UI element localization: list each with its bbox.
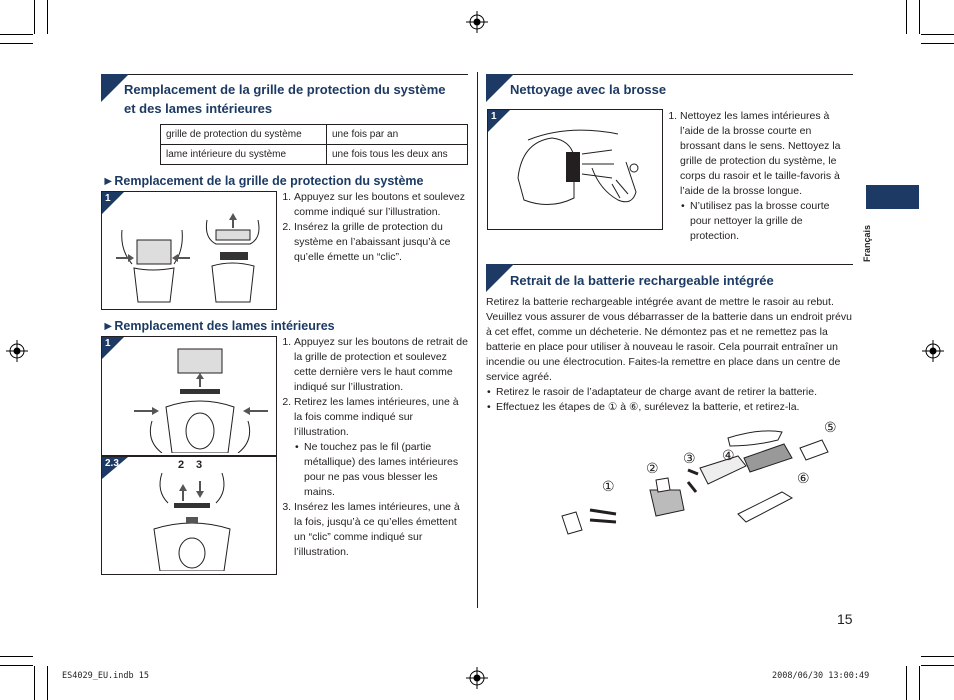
table-cell: une fois par an [327,125,468,145]
battery-bullet-list [486,385,864,415]
crop-mark [0,43,33,44]
list-item [294,395,468,500]
replacement-frequency-table [160,124,468,165]
section-rule [101,74,468,75]
illustration-brush-cleaning [487,109,663,230]
callout-5: ⑤ [824,419,837,435]
language-label: Français [862,224,872,262]
subsection-title-blades: ►Remplacement des lames intérieures [102,319,335,333]
table-row [161,125,468,145]
footer-timestamp: 2008/06/30 13:00:49 [772,671,870,681]
crop-mark [0,34,33,35]
crop-mark [919,666,920,700]
footer-file-info: ES4029_EU.indb 15 [62,671,149,681]
callout-4: ④ [722,447,735,463]
callout-3: ③ [683,450,696,466]
note-list [680,199,853,244]
crop-mark [921,43,954,44]
callout-2: ② [646,460,659,476]
brush-steps-list [666,109,853,244]
list-item: 1. Appuyez sur les boutons de retrait de la grille de protection et soulevez cette dernière vers le haut comme indiqué sur l’illustration. [294,335,468,395]
note-item: • N’utilisez pas la brosse courte pour nettoyer la grille de protection. [690,199,853,244]
table-row [161,145,468,165]
brush-hand-illustration [508,120,658,225]
list-item-text: Retirez les lames intérieures, une à la fois comme indiqué sur l’illustration. [294,396,459,438]
battery-paragraph: Retirez la batterie rechargeable intégrée avant de mettre le rasoir au rebut. Veuillez vous assurer de vous débarrasser de la batterie dans un endroit prévu à cet effet, comme un décheterie. Ne démontez pas et ne remettez pas la batterie en place pour utiliser à nouveau le rasoir. Cela pourrait entraîner un incendie ou une électrocution. Faites-la remettre en place dans un centre de service agréé. [486,296,852,383]
crop-mark [906,666,907,700]
step-tag-number: 1 [105,193,111,204]
crop-mark [919,0,920,34]
shaver-blades-illustration [132,341,272,453]
figure-label: 3 [196,459,203,471]
list-item [680,109,853,244]
illustration-blade-removal-1 [101,336,277,456]
grid-steps-list [280,190,482,265]
shaver-grid-illustration [112,210,272,306]
column-divider [477,72,478,608]
registration-mark-icon [6,340,28,362]
list-item: 2. Insérez la grille de protection du système en l’abaissant jusqu’à ce qu’elle émette un “clic”. [294,220,482,265]
blade-insert-illustration [142,471,252,571]
brush-steps [666,109,853,244]
section-title-brush: Nettoyage avec la brosse [510,82,667,97]
page-number: 15 [837,611,853,627]
illustration-blade-removal-2 [101,456,277,575]
section-rule [486,264,853,265]
list-item: 3. Insérez les lames intérieures, une à la fois, jusqu’à ce qu’elles émettent un “clic” comme indiqué sur l’illustration. [294,500,468,560]
registration-mark-icon [466,667,488,689]
crop-mark [47,666,48,700]
section-title-grid-replacement: Remplacement de la grille de protection du système [124,82,446,97]
warning-item: • Ne touchez pas le fil (partie métallique) des lames intérieures pour ne pas vous blesser les mains. [304,440,468,500]
crop-mark [34,0,35,34]
table-cell: une fois tous les deux ans [327,145,468,165]
crop-mark [0,665,33,666]
step-tag-number: 2.3 [105,458,119,469]
table-cell: grille de protection du système [161,125,327,145]
section-title-battery: Retrait de la batterie rechargeable intégrée [510,273,774,288]
blade-steps-list [280,335,468,560]
crop-mark [921,34,954,35]
crop-mark [921,656,954,657]
illustration-grid-removal [101,191,277,310]
callout-1: ① [602,478,615,494]
bullet-item: • Effectuez les étapes de ① à ⑥, surélevez la batterie, et retirez-la. [496,400,864,415]
list-item: 1. Appuyez sur les boutons et soulevez comme indiqué sur l’illustration. [294,190,482,220]
step-tag-number: 1 [105,338,111,349]
crop-mark [34,666,35,700]
crop-mark [921,665,954,666]
figure-label: 2 [178,459,185,471]
crop-mark [906,0,907,34]
blade-steps [280,335,468,560]
table-cell: lame intérieure du système [161,145,327,165]
crop-mark [0,656,33,657]
subsection-title-grid: ►Remplacement de la grille de protection du système [102,174,424,188]
section-rule [486,74,853,75]
registration-mark-icon [466,11,488,33]
callout-6: ⑥ [797,470,810,486]
crop-mark [47,0,48,34]
bullet-item: • Retirez le rasoir de l’adaptateur de charge avant de retirer la batterie. [496,385,864,400]
list-item-text: Nettoyez les lames intérieures à l’aide de la brosse courte en brossant dans le sens. Nettoyez la grille de protection du système, le corps du rasoir et le taille-favoris à l’aide de la brosse longue. [680,110,841,197]
step-tag-number: 1 [491,111,497,122]
warning-list [294,440,468,500]
language-tab [866,185,919,209]
registration-mark-icon [922,340,944,362]
section-title-grid-replacement-line2: et des lames intérieures [124,101,273,116]
